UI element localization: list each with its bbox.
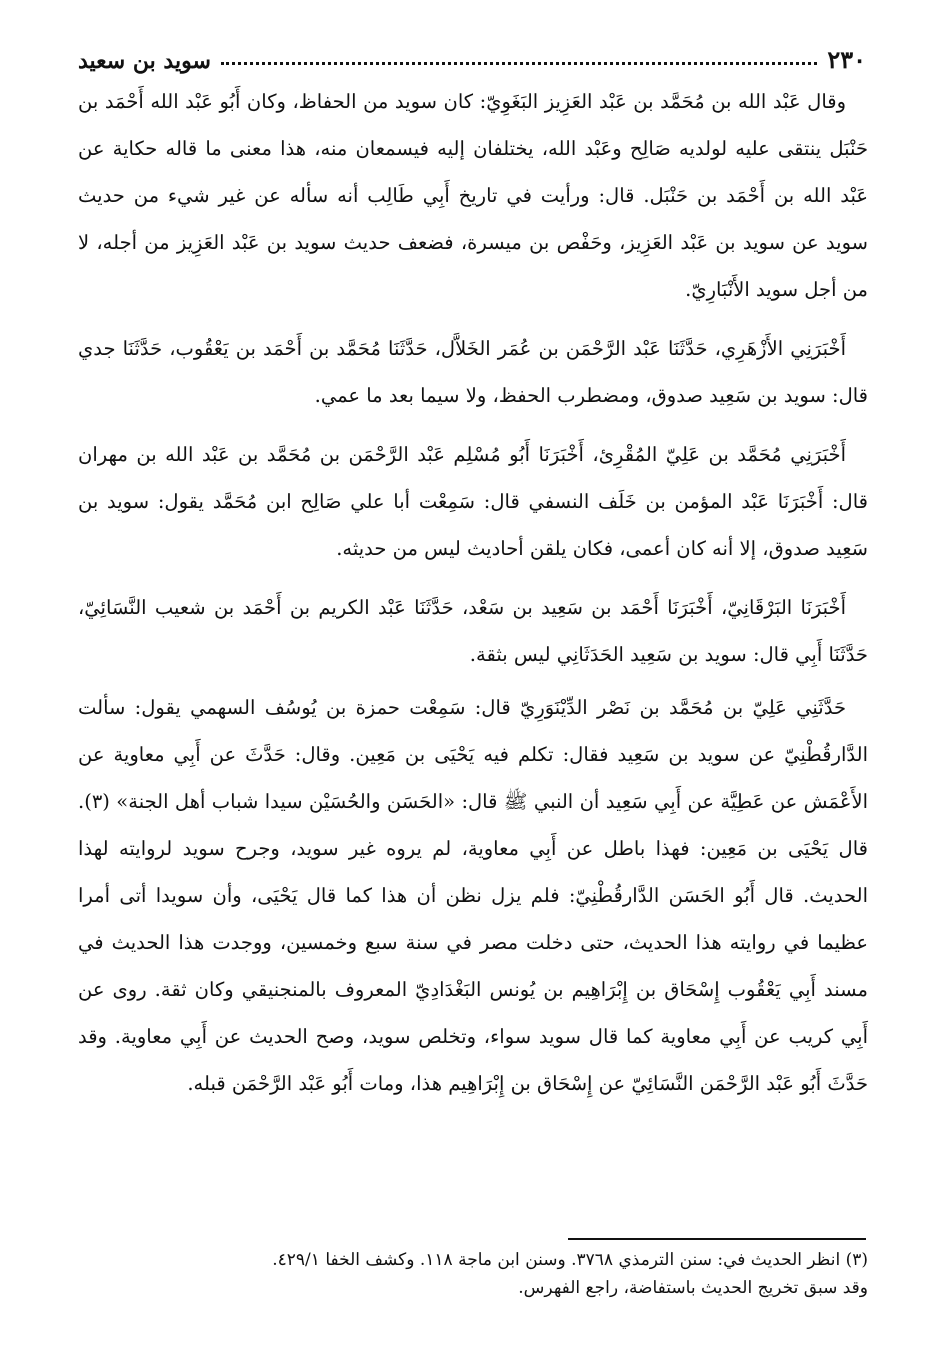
footnotes <box>78 1246 868 1302</box>
paragraph: أَخْبَرَنَا البَرْقَانِيّ، أَخْبَرَنَا أَحْمَد بن سَعِيد بن سَعْد، حَدَّثَنَا عَبْد الكريم بن أَحْمَد بن شعيب النَّسَائِيّ، حَدَّثَنَا أَبِي قال: سويد بن سَعِيد الحَدَثَانِي ليس بثقة. <box>78 596 868 666</box>
footnote-line: (٣) انظر الحديث في: سنن الترمذي ٣٧٦٨. وسنن ابن ماجة ١١٨. وكشف الخفا ٤٢٩/١. <box>272 1250 868 1270</box>
paragraph: وقال عَبْد الله بن مُحَمَّد بن عَبْد العَزِيز البَغَوِيّ: كان سويد من الحفاظ، وكان أَبُو عَبْد الله أَحْمَد بن حَنْبَل ينتقى عليه لولديه صَالِح وعَبْد الله، يختلفان إليه فيسمعان منه، هذا معنى ما قاله حكاية عن عَبْد الله بن أَحْمَد بن حَنْبَل. قال: ورأيت في تاريخ أَبِي طَالِب أنه سأله عن غير شيء من حديث سويد عن سويد بن عَبْد العَزِيز، وحَفْص بن ميسرة، فضعف حديث سويد بن عَبْد العَزِيز من أجله، لا من أجل سويد الأَنْبَارِيّ. <box>78 90 868 301</box>
page-number: ٢٣٠ <box>827 45 866 74</box>
page-header <box>78 34 866 74</box>
header-dotted-leader <box>221 62 817 65</box>
main-text <box>78 78 868 1107</box>
footnote-separator <box>568 1238 866 1240</box>
footnote-line: وقد سبق تخريج الحديث باستفاضة، راجع الفهرس. <box>518 1278 868 1298</box>
paragraph: أَخْبَرَنِي الأَزْهَرِي، حَدَّثَنَا عَبْد الرَّحْمَن بن عُمَر الخَلاَّل، حَدَّثَنَا مُحَمَّد بن أَحْمَد بن يَعْقُوب، حَدَّثَنَا جدي قال: سويد بن سَعِيد صدوق، ومضطرب الحفظ، ولا سيما بعد ما عمي. <box>78 337 868 407</box>
paragraph: حَدَّثَنِي عَلِيّ بن مُحَمَّد بن نَصْر الدِّيْنَوَرِيّ قال: سَمِعْت حمزة بن يُوسُف السهمي يقول: سألت الدَّارقُطْنِيّ عن سويد بن سَعِيد فقال: تكلم فيه يَحْيَى بن مَعِين. وقال: حَدَّثَ عن أَبِي معاوية عن الأَعْمَش عن عَطِيَّة عن أَبِي سَعِيد أن النبي ﷺ قال: «الحَسَن والحُسَيْن سيدا شباب أهل الجنة» (٣). قال يَحْيَى بن مَعِين: فهذا باطل عن أَبِي معاوية، لم يروه غير سويد، وجرح سويد لروايته لهذا الحديث. قال أَبُو الحَسَن الدَّارقُطْنِيّ: فلم يزل نظن أن هذا كما قال يَحْيَى، وأن سويدا أتى أمرا عظيما في روايته هذا الحديث، حتى دخلت مصر في سنة سبع وخمسين، ووجدت هذا الحديث في مسند أَبِي يَعْقُوب إِسْحَاق بن إِبْرَاهِيم بن يُونس البَغْدَادِيّ المعروف بالمنجنيقي وكان ثقة. روى عن أَبِي كريب عن أَبِي معاوية كما قال سويد سواء، وتخلص سويد، وصح الحديث عن أَبِي معاوية. وقد حَدَّثَ أَبُو عَبْد الرَّحْمَن النَّسَائِيّ عن إِسْحَاق بن إِبْرَاهِيم هذا، ومات أَبُو عَبْد الرَّحْمَن قبله. <box>78 696 868 1095</box>
paragraph: أَخْبَرَنِي مُحَمَّد بن عَلِيّ المُقْرِئ، أَخْبَرَنَا أَبُو مُسْلِم عَبْد الرَّحْمَن بن مُحَمَّد بن عَبْد الله بن مهران قال: أَخْبَرَنَا عَبْد المؤمن بن خَلَف النسفي قال: سَمِعْت أبا علي صَالِح ابن مُحَمَّد يقول: سويد بن سَعِيد صدوق، إلا أنه كان أعمى، فكان يلقن أحاديث ليس من حديثه. <box>78 443 868 560</box>
running-title: سويد بن سعيد <box>78 48 211 74</box>
